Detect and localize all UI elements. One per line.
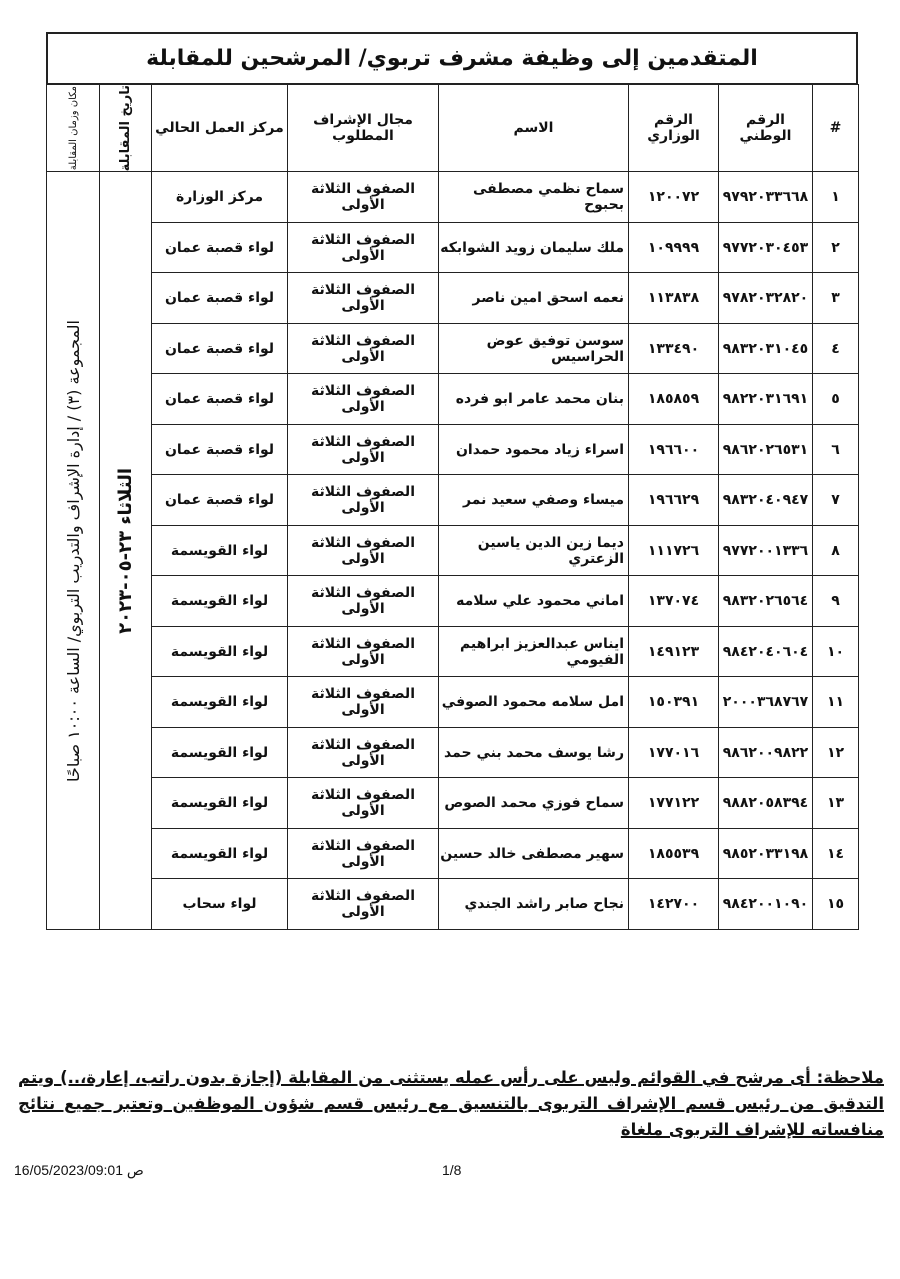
table-row [47, 879, 859, 930]
cell-national-id: ٩٨٨٢٠٥٨٣٩٤ [719, 778, 813, 829]
cell-ministry-id: ١٠٩٩٩٩ [629, 222, 719, 273]
cell-index: ٧ [813, 475, 859, 526]
cell-current-workplace: لواء قصبة عمان [152, 475, 288, 526]
merged-interview-date: الثلاثاء ٢٣-٠٥-٢٠٢٣ [100, 172, 152, 930]
cell-name: رشا يوسف محمد بني حمد [439, 727, 629, 778]
cell-name: نعمه اسحق امين ناصر [439, 273, 629, 324]
cell-index: ١٣ [813, 778, 859, 829]
cell-national-id: ٩٨٢٢٠٣١٦٩١ [719, 374, 813, 425]
cell-index: ٦ [813, 424, 859, 475]
cell-index: ١٠ [813, 626, 859, 677]
cell-index: ٩ [813, 576, 859, 627]
cell-supervision-field: الصفوف الثلاثة الأولى [288, 424, 439, 475]
cell-name: نجاح صابر راشد الجندي [439, 879, 629, 930]
cell-name: سوسن توفيق عوض الحراسيس [439, 323, 629, 374]
cell-index: ٢ [813, 222, 859, 273]
cell-current-workplace: لواء القويسمة [152, 828, 288, 879]
table-row [47, 374, 859, 425]
cell-national-id: ٩٨٣٢٠٤٠٩٤٧ [719, 475, 813, 526]
cell-ministry-id: ١٧٧١٢٢ [629, 778, 719, 829]
cell-ministry-id: ١٨٥٨٥٩ [629, 374, 719, 425]
cell-index: ٥ [813, 374, 859, 425]
cell-index: ١١ [813, 677, 859, 728]
cell-current-workplace: لواء القويسمة [152, 778, 288, 829]
cell-name: سهير مصطفى خالد حسين [439, 828, 629, 879]
cell-name: سماح نظمي مصطفى بحبوح [439, 172, 629, 223]
cell-index: ١٥ [813, 879, 859, 930]
cell-current-workplace: لواء قصبة عمان [152, 424, 288, 475]
cell-national-id: ٩٧٨٢٠٣٢٨٢٠ [719, 273, 813, 324]
table-row [47, 273, 859, 324]
cell-national-id: ٩٧٩٢٠٣٣٦٦٨ [719, 172, 813, 223]
cell-ministry-id: ١٧٧٠١٦ [629, 727, 719, 778]
merged-interview-place-time: المجموعة (٣) / إدارة الإشراف والتدريب التربوي/ الساعة ١٠:٠٠ صباحًا [47, 172, 100, 930]
footer-page-number: 1/8 [442, 1162, 462, 1178]
cell-current-workplace: لواء سحاب [152, 879, 288, 930]
cell-index: ٣ [813, 273, 859, 324]
document-title: المتقدمين إلى وظيفة مشرف تربوي/ المرشحين للمقابلة [146, 46, 758, 71]
cell-supervision-field: الصفوف الثلاثة الأولى [288, 677, 439, 728]
cell-ministry-id: ١١٣٨٣٨ [629, 273, 719, 324]
cell-ministry-id: ١٣٧٠٧٤ [629, 576, 719, 627]
table-row [47, 323, 859, 374]
cell-current-workplace: لواء قصبة عمان [152, 323, 288, 374]
note-paragraph [18, 1065, 884, 1143]
table-header-row [47, 85, 859, 172]
table-row [47, 677, 859, 728]
footer-timestamp: 16/05/2023/09:01 ص [14, 1162, 144, 1178]
cell-ministry-id: ١٨٥٥٣٩ [629, 828, 719, 879]
cell-name: ملك سليمان زويد الشوابكه [439, 222, 629, 273]
note-text: ملاحظة: أى مرشح في القوائم وليس على رأس عمله يستثنى من المقابلة (إجازة بدون راتب، إعارة،..) ويتم التدقيق من رئيس قسم الإشراف التربوى بالتنسيق مع رئيس قسم شؤون الموظفين وتعتبر جميع نتائج منافساته للإشراف التربوى ملغاة [18, 1068, 884, 1139]
table-row [47, 576, 859, 627]
cell-national-id: ٢٠٠٠٣٦٨٧٦٧ [719, 677, 813, 728]
cell-current-workplace: لواء القويسمة [152, 525, 288, 576]
cell-current-workplace: لواء قصبة عمان [152, 273, 288, 324]
header-interview-date: تاريخ المقابلة [100, 85, 152, 172]
cell-current-workplace: مركز الوزارة [152, 172, 288, 223]
title-box [46, 32, 858, 84]
cell-index: ١٤ [813, 828, 859, 879]
table-body [47, 172, 859, 930]
cell-name: سماح فوزي محمد الصوص [439, 778, 629, 829]
cell-national-id: ٩٨٦٢٠٢٦٥٣١ [719, 424, 813, 475]
cell-name: ديما زين الدين ياسين الزعتري [439, 525, 629, 576]
cell-supervision-field: الصفوف الثلاثة الأولى [288, 879, 439, 930]
table-row [47, 626, 859, 677]
cell-index: ٨ [813, 525, 859, 576]
cell-current-workplace: لواء القويسمة [152, 677, 288, 728]
cell-national-id: ٩٨٣٢٠٢٦٥٦٤ [719, 576, 813, 627]
cell-supervision-field: الصفوف الثلاثة الأولى [288, 626, 439, 677]
header-index: # [813, 85, 859, 172]
cell-supervision-field: الصفوف الثلاثة الأولى [288, 273, 439, 324]
header-interview-place-time: مكان وزمان المقابلة [47, 85, 100, 172]
cell-supervision-field: الصفوف الثلاثة الأولى [288, 475, 439, 526]
cell-national-id: ٩٨٤٢٠٤٠٦٠٤ [719, 626, 813, 677]
cell-supervision-field: الصفوف الثلاثة الأولى [288, 828, 439, 879]
cell-national-id: ٩٨٤٢٠٠١٠٩٠ [719, 879, 813, 930]
table-row [47, 424, 859, 475]
cell-name: اسراء زياد محمود حمدان [439, 424, 629, 475]
cell-current-workplace: لواء قصبة عمان [152, 222, 288, 273]
header-supervision-field: مجال الإشراف المطلوب [288, 85, 439, 172]
header-national-id: الرقم الوطني [719, 85, 813, 172]
cell-national-id: ٩٧٧٢٠٠١٣٣٦ [719, 525, 813, 576]
table-row [47, 525, 859, 576]
cell-supervision-field: الصفوف الثلاثة الأولى [288, 525, 439, 576]
cell-name: امل سلامه محمود الصوفي [439, 677, 629, 728]
table-row [47, 172, 859, 223]
cell-index: ١ [813, 172, 859, 223]
cell-name: ايناس عبدالعزيز ابراهيم الفيومي [439, 626, 629, 677]
cell-ministry-id: ١١١٧٢٦ [629, 525, 719, 576]
table-row [47, 222, 859, 273]
cell-current-workplace: لواء القويسمة [152, 626, 288, 677]
cell-ministry-id: ١٩٦٦٠٠ [629, 424, 719, 475]
candidates-table [46, 84, 859, 930]
cell-name: بنان محمد عامر ابو فرده [439, 374, 629, 425]
cell-supervision-field: الصفوف الثلاثة الأولى [288, 374, 439, 425]
cell-national-id: ٩٨٥٢٠٣٣١٩٨ [719, 828, 813, 879]
cell-supervision-field: الصفوف الثلاثة الأولى [288, 222, 439, 273]
cell-supervision-field: الصفوف الثلاثة الأولى [288, 778, 439, 829]
cell-national-id: ٩٧٧٢٠٣٠٤٥٣ [719, 222, 813, 273]
header-current-workplace: مركز العمل الحالي [152, 85, 288, 172]
cell-name: اماني محمود علي سلامه [439, 576, 629, 627]
cell-index: ٤ [813, 323, 859, 374]
cell-current-workplace: لواء القويسمة [152, 727, 288, 778]
table-row [47, 828, 859, 879]
table-row [47, 778, 859, 829]
cell-name: ميساء وصفي سعيد نمر [439, 475, 629, 526]
cell-ministry-id: ١٥٠٣٩١ [629, 677, 719, 728]
cell-supervision-field: الصفوف الثلاثة الأولى [288, 727, 439, 778]
cell-ministry-id: ١٩٦٦٢٩ [629, 475, 719, 526]
table-row [47, 727, 859, 778]
table-row [47, 475, 859, 526]
cell-supervision-field: الصفوف الثلاثة الأولى [288, 576, 439, 627]
cell-current-workplace: لواء القويسمة [152, 576, 288, 627]
header-name: الاسم [439, 85, 629, 172]
cell-ministry-id: ١٤٢٧٠٠ [629, 879, 719, 930]
cell-current-workplace: لواء قصبة عمان [152, 374, 288, 425]
cell-national-id: ٩٨٦٢٠٠٩٨٢٢ [719, 727, 813, 778]
header-ministry-id: الرقم الوزاري [629, 85, 719, 172]
cell-index: ١٢ [813, 727, 859, 778]
cell-ministry-id: ١٢٠٠٧٢ [629, 172, 719, 223]
cell-supervision-field: الصفوف الثلاثة الأولى [288, 323, 439, 374]
cell-ministry-id: ١٤٩١٢٣ [629, 626, 719, 677]
cell-ministry-id: ١٣٣٤٩٠ [629, 323, 719, 374]
cell-supervision-field: الصفوف الثلاثة الأولى [288, 172, 439, 223]
cell-national-id: ٩٨٣٢٠٣١٠٤٥ [719, 323, 813, 374]
